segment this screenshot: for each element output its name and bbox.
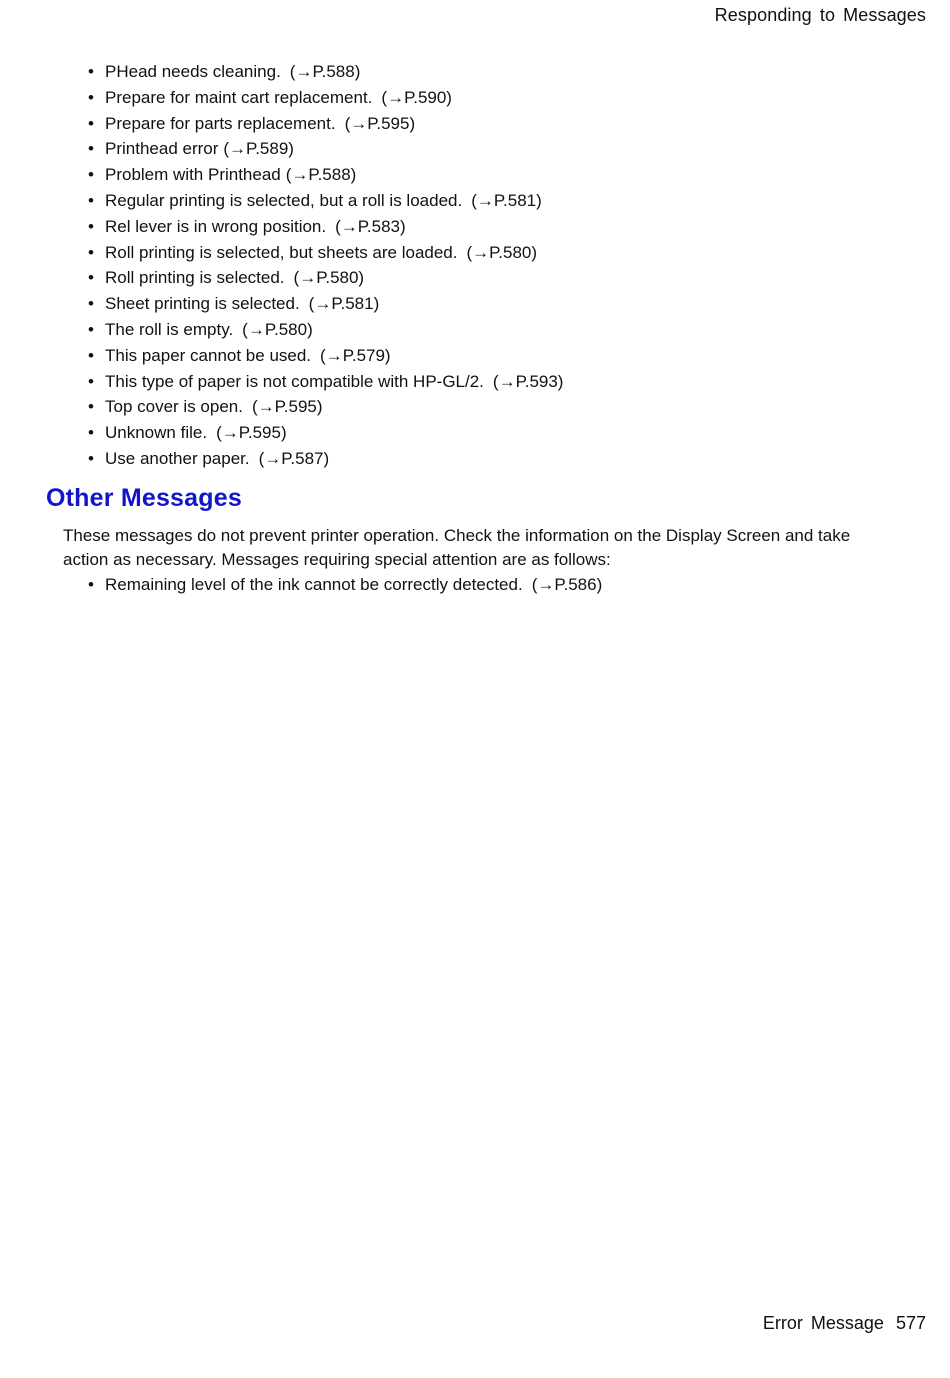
list-item [88,162,563,188]
message-text: Prepare for parts replacement. [105,113,336,133]
list-item [88,291,563,317]
page-reference-link[interactable]: (→P.583) [335,216,406,236]
page-reference-link[interactable]: (→P.581) [308,294,380,314]
message-text: Top cover is open. [105,397,243,417]
message-text: Unknown file. [105,423,208,443]
message-text: This paper cannot be used. [105,345,312,365]
list-item [88,446,563,472]
message-text: The roll is empty. [105,319,234,339]
bullet-icon: • [88,397,94,417]
message-text: Use another paper. [105,448,250,468]
page-reference-link[interactable]: (→P.593) [492,371,564,391]
list-item [88,369,563,395]
message-text: Roll printing is selected. [105,268,285,288]
running-header: Responding to Messages [714,5,926,25]
bullet-icon: • [88,319,94,339]
list-item [88,188,563,214]
other-message-list [88,572,602,598]
message-text: Regular printing is selected, but a roll is loaded. [105,190,463,210]
bullet-icon: • [88,113,94,133]
page-reference-link[interactable]: (→P.579) [320,345,391,365]
message-text: Prepare for maint cart replacement. [105,87,373,107]
list-item [88,572,602,598]
list-item [88,317,563,343]
message-text: Roll printing is selected, but sheets are loaded. [105,242,458,262]
message-text: Printhead error [105,139,219,159]
list-item [88,394,563,420]
bullet-icon: • [88,448,94,468]
bullet-icon: • [88,139,94,159]
page-reference-link[interactable]: (→P.595) [344,113,416,133]
list-item [88,420,563,446]
bullet-icon: • [88,268,94,288]
page-reference-link[interactable]: (→P.581) [471,190,542,210]
bullet-icon: • [88,345,94,365]
bullet-icon: • [88,423,94,443]
message-text: Sheet printing is selected. [105,294,300,314]
message-text: Remaining level of the ink cannot be correctly detected. [105,575,523,594]
page-reference-link[interactable]: (→P.580) [466,242,538,262]
page-reference-link[interactable]: (→P.588) [289,62,361,81]
bullet-icon: • [88,216,94,236]
page-reference-link[interactable]: (→P.587) [258,448,330,468]
page-reference-link[interactable]: (→P.595) [251,397,323,417]
page-reference-link[interactable]: (→P.595) [216,423,287,443]
message-text: Problem with Printhead [105,165,281,185]
bullet-icon: • [88,87,94,107]
list-item [88,265,563,291]
page-reference-link[interactable]: (→P.590) [381,87,452,107]
bullet-icon: • [88,165,94,185]
list-item [88,214,563,240]
bullet-icon: • [88,294,94,314]
bullet-icon: • [88,242,94,262]
page-reference-link[interactable]: (→P.589) [223,139,294,159]
bullet-icon: • [88,371,94,391]
message-text: This type of paper is not compatible with HP-GL/2. [105,371,484,391]
page-reference-link[interactable]: (→P.580) [242,319,313,339]
list-item [88,240,563,266]
page-reference-link[interactable]: (→P.588) [285,165,357,185]
section-paragraph: These messages do not prevent printer operation. Check the information on the Display Screen and take action as necessary. Messages requiring special attention are as follows: [63,526,851,569]
message-list [88,59,563,472]
footer-section-title: Error Message [762,1313,884,1333]
list-item [88,136,563,162]
list-item [88,59,563,85]
bullet-icon: • [88,575,94,594]
running-footer [763,1313,926,1334]
page-number: 577 [895,1313,926,1333]
page-reference-link[interactable]: (→P.580) [293,268,365,288]
list-item [88,85,563,111]
page-reference-link[interactable]: (→P.586) [531,575,603,594]
message-text: Rel lever is in wrong position. [105,216,327,236]
bullet-icon: • [88,62,94,81]
section-title: Other Messages [46,484,242,512]
list-item [88,343,563,369]
message-text: PHead needs cleaning. [105,62,281,81]
list-item [88,111,563,137]
bullet-icon: • [88,190,94,210]
